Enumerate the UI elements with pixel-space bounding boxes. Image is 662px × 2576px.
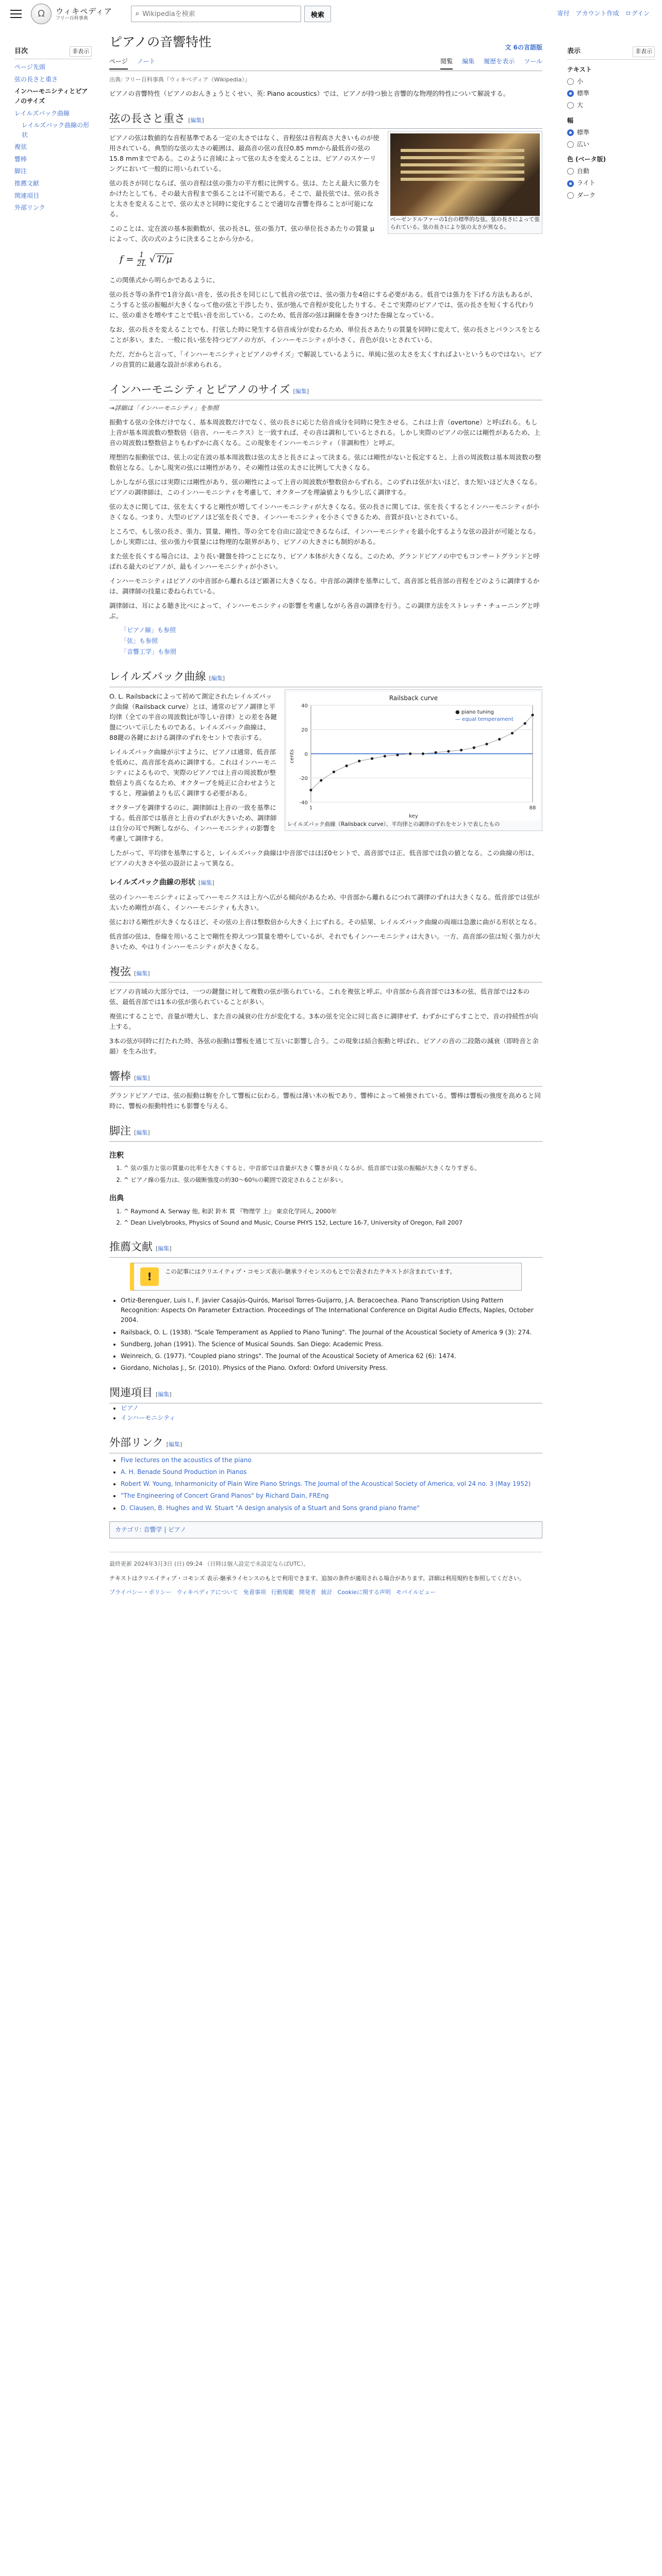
data-point (358, 759, 360, 762)
formula-fraction: $\frac{1}{2L}$ (137, 251, 146, 268)
radio-icon[interactable] (567, 141, 574, 148)
tab-tools[interactable]: ツール (524, 57, 542, 65)
related-list (109, 1403, 542, 1423)
data-point (333, 771, 335, 773)
edit-link[interactable]: 編集 (136, 970, 148, 977)
color-option[interactable] (567, 166, 655, 176)
edit-link[interactable]: 編集 (158, 1245, 170, 1252)
paragraph: また弦を長くする場合には、より長い鍵盤を持つことになり、ピアノ本体が大きくなる。このため、グランドピアノの中でもコンサートグランドと呼ばれる最大のピアノが、最もインハーモニシティが小さい。 (109, 552, 540, 570)
formula-sqrt: √ T/μ (150, 252, 174, 267)
x-tick-label: 1 (309, 805, 313, 811)
license-notice (130, 1263, 522, 1291)
literature-item (121, 1328, 542, 1337)
radio-icon[interactable] (567, 180, 574, 187)
see-also-acoustics[interactable]: 「音響工学」も参照 (121, 648, 177, 656)
paragraph: 弦における剛性が大きくなるほど、その弦の上音は整数倍から大きく上にずれる。その結果、レイルズバック曲線の両端は急激に曲がる形状となる。 (109, 918, 541, 926)
y-tick-label: 0 (304, 751, 308, 757)
tab-read[interactable]: 閲覧 (440, 57, 453, 70)
main-content (109, 28, 542, 1597)
option-label: 標準 (577, 128, 590, 136)
wikipedia-logo[interactable] (31, 4, 112, 24)
donate-link[interactable]: 寄付 (557, 10, 570, 18)
option-label: ライト (577, 179, 595, 187)
toc-hide-button[interactable]: 非表示 (70, 46, 92, 57)
section-heading-railsback: レイルズバック曲線 [編集] (109, 668, 542, 687)
paragraph: ピアノの弦は数値的な音程基準である一定の太さではなく、音程弦は音程高さ大きいものが使用されている。典型的な弦の太さの範囲は、最高音の弦の直径0.85 mmから最低音の弦の15.8 mmまでである。このように音域によって弦の太さを変えることは、ピアノのスケーリングにおいて一般的に用いられている。 (109, 134, 379, 173)
color-option[interactable] (567, 178, 655, 188)
chart-title: Railsback curve (389, 694, 438, 702)
tab-page[interactable]: ページ (109, 57, 128, 70)
y-tick-label: -40 (299, 800, 308, 806)
data-point (511, 732, 514, 734)
formula-lhs: f = (120, 253, 134, 265)
footer-link[interactable]: ウィキペディアについて (176, 1588, 238, 1596)
section-heading-recommended: 推薦文献 [編集] (109, 1239, 542, 1258)
paragraph: オクターブを調律するのに、調律師は上音の一致を基準にする。低音部では基音と上音のずれが大きいため、調律師は自分の耳で判断しながら、インハーモニシティの影響を考慮して調律する。 (109, 803, 277, 842)
paragraph: しかしながら弦には実際には剛性があり、弦の剛性によって上音の周波数が整数倍からずれる。このずれは弦が太いほど、また短いほど大きくなる。ピアノの調律師は、このインハーモニシティを考慮して、オクターブを理論値よりも少し広く調律する。 (109, 478, 541, 496)
data-point (524, 722, 526, 725)
data-point (422, 752, 424, 755)
y-tick-label: 40 (301, 703, 308, 709)
width-option[interactable] (567, 140, 655, 149)
notes-list (109, 1163, 542, 1184)
data-point (447, 750, 450, 753)
option-label: 広い (577, 140, 590, 148)
paragraph: したがって、平均律を基準にすると、レイルズバック曲線は中音部ではほぼ0セントで、高音部では正、低音部では負の値となる。この曲線の形は、ピアノの大きさや弦の設計によって異なる。 (109, 849, 538, 867)
external-link-item (121, 1467, 542, 1477)
main-menu-icon[interactable] (10, 10, 22, 18)
data-point (435, 751, 437, 754)
paragraph: 理想的な振動弦では、弦上の定在波の基本周波数は弦の太さと長さによって決まる。弦には剛性がないと仮定すると、上音の周波数は基本周波数の整数倍となる。しかし現実の弦には剛性があり、その剛性は弦の太さに比例して大きくなる。 (109, 453, 541, 471)
paragraph: グランドピアノでは、弦の振動は駒を介して響板に伝わる。響板は薄い木の板であり、響棒によって補強されている。響棒は響板の強度を高めると同時に、響板の振動特性にも影響を与える。 (109, 1092, 541, 1110)
related-item-text[interactable]: ピアノ (121, 1404, 139, 1412)
option-label: 標準 (577, 90, 590, 97)
data-point (460, 749, 462, 751)
tab-edit[interactable]: 編集 (462, 57, 475, 65)
section-heading-ribs: 響棒 [編集] (109, 1068, 542, 1087)
literature-item (121, 1296, 542, 1326)
literature-item (121, 1340, 542, 1349)
piano-strings-image[interactable] (390, 133, 540, 216)
option-label: 自動 (577, 167, 590, 175)
legend-entry: — equal temperament (455, 716, 514, 722)
notes-subheading: 注釈 (109, 1151, 124, 1160)
data-point (409, 752, 411, 755)
data-point (485, 743, 488, 745)
frequency-formula (120, 251, 542, 268)
section-heading-related: 関連項目 [編集] (109, 1384, 542, 1403)
paragraph: 弦の長さが同じならば、弦の音程は弦の張力の平方根に比例する。弦は、たとえ最大に張力をかけたとしても、その最大音程まで張ることは不可能である。そこで、最長弦では、弦の長さと太さを変えることで、弦の太さと同時に変化することで適切な音響を得ることが可能になる。 (109, 179, 380, 218)
last-modified: 最終更新 2024年3月3日 (日) 09:24 （日時は個人設定で未設定ならばUTC）。 (109, 1552, 542, 1569)
toc-item[interactable]: レイルズバック曲線 (14, 109, 70, 117)
related-item (121, 1403, 542, 1413)
option-label: 大 (577, 101, 584, 109)
search-button[interactable]: 検索 (304, 6, 331, 22)
notice-text: この記事にはクリエイティブ・コモンズ表示-継承ライセンスのもとで公表されたテキストが含まれています。 (165, 1268, 456, 1276)
paragraph: ピアノの音域の大部分では、一つの鍵盤に対して複数の弦が張られている。これを複弦と呼ぶ。中音部から高音部では3本の弦、低音部では2本の弦、最低音部では1本の弦が張られていることが多い。 (109, 987, 530, 1006)
text-option[interactable] (567, 100, 655, 110)
footer-link[interactable]: モバイルビュー (396, 1588, 436, 1596)
railsback-chart[interactable] (287, 692, 540, 821)
chart-caption: レイルズバック曲線（Railsback curve）、平均律との調律のずれをセントで表したもの (287, 821, 500, 827)
edit-link[interactable]: 編集 (168, 1441, 180, 1448)
intro-paragraph: ピアノの音響特性（ピアノのおんきょうとくせい、英: Piano acoustics）では、ピアノが持つ独と音響的な物理的特性について解説する。 (109, 89, 510, 97)
external-link-item-text[interactable]: "The Engineering of Concert Grand Pianos" by Richard Dain, FREng (121, 1492, 329, 1500)
note-item-text: ^ ピアノ線の張力は、弦の破断強度の約30～60％の範囲で設定されることが多い。 (124, 1176, 347, 1183)
width-label: 幅 (567, 116, 574, 124)
reference-item (124, 1207, 542, 1216)
toc-item[interactable]: ページ先頭 (14, 63, 45, 71)
edit-link[interactable]: 編集 (295, 387, 307, 395)
paragraph: 3本の弦が同時に打たれた時、各弦の振動は響板を通じて互いに影響し合う。この現象は結合振動と呼ばれ、ピアノの音の二段階の減衰（即時音と余韻）を生み出す。 (109, 1037, 539, 1055)
hatnote: →詳細は「インハーモニシティ」を参照 (109, 404, 219, 412)
related-item-text[interactable]: インハーモニシティ (121, 1414, 176, 1422)
literature-item-text: Ortiz-Berenguer, Luis I., F. Javier Casajús-Quirós, Marisol Torres-Guijarro, J.A. Beracoechea. Piano Transcription Using Pattern Recognition: Aspects On Parameter Extraction. Proceedings of The International Conference on Digital Audio Effects, Naples, October 2004. (121, 1297, 534, 1324)
tab-talk[interactable]: ノート (137, 57, 156, 65)
radio-icon[interactable] (567, 102, 574, 109)
search-box (131, 6, 301, 22)
external-link-item (121, 1491, 542, 1501)
page-title-text: ピアノの音響特性 (109, 35, 212, 49)
x-axis-label: key (409, 813, 418, 819)
literature-item (121, 1351, 542, 1361)
appearance-hide-button[interactable]: 非表示 (633, 46, 655, 57)
references-subheading: 出典 (109, 1194, 124, 1203)
toc-item[interactable]: 複弦 (14, 143, 27, 151)
paragraph: 振動する弦の全体だけでなく、基本周波数だけでなく、弦の長さに応じた倍音成分を同時に発生させる。これは上音（overtone）と呼ばれる。もし上音が基本周波数の整数倍（倍音、ハーモニクス）と一致すれば、その音は調和しているとされる。しかし実際のピアノの弦には剛性があるため、上音の周波数は整数倍よりもわずかに高くなる。この現象をインハーモニシティ（非調和性）と呼ぶ。 (109, 418, 540, 447)
data-point (384, 755, 386, 757)
footer-link[interactable]: Cookieに関する声明 (337, 1588, 391, 1596)
section-heading-notes: 脚注 [編集] (109, 1123, 542, 1142)
radio-icon[interactable] (567, 168, 574, 175)
footer-link[interactable]: 統計 (321, 1588, 333, 1596)
toc-item[interactable]: 響棒 (14, 155, 27, 163)
table-of-contents (14, 46, 92, 215)
paragraph: レイルズバック曲線が示すように、ピアノは通常、低音部を低めに、高音部を高めに調律する。これはインハーモニシティによるもので、実際のピアノでは上音の周波数が整数倍より高くなるため、オクターブを純正に合わせようとすると、理論値よりも広く調律する必要がある。 (109, 748, 277, 797)
radio-icon[interactable] (567, 90, 574, 97)
text-option[interactable] (567, 89, 655, 98)
paragraph: 弦の太さに関しては、弦を太くすると剛性が増してインハーモニシティが大きくなる。弦の長さに関しては、弦を長くするとインハーモニシティが小さくなる。つまり、大型のピアノほど弦を長くでき、インハーモニシティを小さくできるため、音質が良いとされている。 (109, 502, 539, 521)
reference-item-text: ^ Dean Livelybrooks, Physics of Sound and Music, Course PHYS 152, Lecture 16-7, University of Oregon, Fall 2007 (124, 1219, 463, 1227)
section-heading-curve-shape: レイルズバック曲線の形状 [編集] (109, 878, 214, 887)
appearance-title: 表示 (567, 47, 581, 55)
x-tick-label: 88 (529, 805, 536, 811)
data-point (396, 754, 399, 756)
create-account-link[interactable]: アカウント作成 (575, 10, 619, 18)
external-link-item (121, 1503, 542, 1513)
text-option[interactable] (567, 77, 655, 87)
data-point (309, 789, 312, 791)
paragraph: この関係式から明らかであるように、 (109, 276, 219, 284)
header (0, 0, 662, 28)
edit-link[interactable]: 編集 (136, 1129, 148, 1137)
y-tick-label: -20 (299, 775, 308, 782)
width-option[interactable] (567, 128, 655, 138)
appearance-panel (567, 46, 655, 202)
category-links[interactable]: カテゴリ: 音響学 | ピアノ (115, 1526, 187, 1533)
page-tabs (109, 56, 542, 71)
option-label: ダーク (577, 191, 596, 199)
toc-item[interactable]: 弦の長さと重さ (14, 75, 58, 83)
paragraph: インハーモニシティはピアノの中音部から離れるほど顕著に大きくなる。中音部の調律を基準にして、高音部と低音部の音程をどのように調律するかは、調律師の技量に委ねられている。 (109, 577, 540, 595)
search-icon: ⌕ (135, 9, 140, 18)
reference-item-text: ^ Raymond A. Serway 他, 和訳 鈴木 貫 『物理学 上』 東京化学同人, 2000年 (124, 1207, 337, 1215)
data-point (473, 747, 475, 749)
data-point (345, 765, 348, 767)
toc-item[interactable]: 脚注 (14, 167, 27, 175)
search-input[interactable] (142, 10, 271, 18)
literature-item (121, 1363, 542, 1373)
edit-link[interactable]: 編集 (136, 1074, 148, 1081)
literature-item-text: Weinreich, G. (1977). "Coupled piano strings". The Journal of the Acoustical Society of America 62 (6): 1474. (121, 1352, 456, 1360)
see-also-piano-wire[interactable]: 「ピアノ線」も参照 (121, 626, 176, 634)
data-point (531, 714, 534, 716)
radio-icon[interactable] (567, 192, 574, 199)
category-box (109, 1521, 542, 1538)
edit-link[interactable]: 編集 (201, 879, 212, 886)
data-point (371, 757, 373, 760)
y-tick-label: 20 (301, 727, 308, 733)
text-size-label: テキスト (567, 65, 592, 73)
footer-link[interactable]: 行動規範 (271, 1588, 294, 1596)
see-also-string[interactable]: 「弦」も参照 (121, 637, 158, 645)
data-point (498, 738, 501, 740)
literature-item-text: Giordano, Nicholas J., Sr. (2010). Physics of the Piano. Oxford: Oxford University Press. (121, 1364, 388, 1372)
note-item-text: ^ 弦の張力と弦の質量の比率を大きくすると、中音部では音量が大きく響きが良くなるが、低音部では弦の振幅が大きくなりすぎる。 (124, 1164, 481, 1172)
toc-item[interactable]: レイルズバック曲線の形状 (22, 122, 90, 139)
toc-item[interactable]: インハーモニシティとピアノのサイズ (14, 88, 88, 105)
logo-subtitle: フリー百科事典 (56, 15, 88, 21)
toc-item[interactable]: 推薦文献 (14, 180, 40, 188)
page-title (109, 34, 542, 53)
railsback-figure (285, 689, 542, 831)
external-link-item-text[interactable]: A. H. Benade Sound Production in Pianos (121, 1468, 247, 1476)
edit-link[interactable]: 編集 (211, 675, 223, 682)
paragraph: 複弦にすることで、音量が増大し、また音の減衰の仕方が変化する。3本の弦を完全に同じ高さに調律せず、わずかにずらすことで、音の持続性が向上する。 (109, 1012, 538, 1030)
note-item (124, 1163, 542, 1173)
section-heading-inharmonicity: インハーモニシティとピアノのサイズ [編集] (109, 381, 542, 400)
paragraph: 弦のインハーモニシティによってハーモニクスは上方へ広がる傾向があるため、中音部から離れるにつれて調律のずれは大きくなる。低音部では弦が太いため剛性が高く、インハーモニシティも大きい。 (109, 893, 540, 912)
paragraph: 低音部の弦は、巻線を用いることで剛性を抑えつつ質量を増やしているが、それでもインハーモニシティは大きい。一方、高音部の弦は短く張力が大きいため、やはりインハーモニシティが大きくなる。 (109, 933, 540, 951)
edit-link[interactable]: 編集 (158, 1391, 170, 1398)
option-label: 小 (577, 77, 584, 85)
section-heading-multiple-strings: 複弦 [編集] (109, 963, 542, 982)
references-list (109, 1207, 542, 1228)
section-heading-string-length: 弦の長さと重さ [編集] (109, 110, 542, 129)
string-photo-figure (388, 131, 542, 233)
color-label: 色 (ベータ版) (567, 156, 606, 163)
login-link[interactable]: ログイン (625, 10, 650, 18)
external-links-list (109, 1455, 542, 1513)
figure-caption: ベーゼンドルファーの1台の標準的な弦。弦の長さによって張られている。弦の長さにより弦の太さが異なる。 (390, 216, 540, 230)
data-point (320, 779, 322, 782)
paragraph: 弦の長さ等の条件で1音分高い音を、弦の長さを同じにして低音の弦では、弦の張力を4倍にする必要がある。低音では張力を下げる方法もあるが、こうすると弦の振幅が大きくなって他の弦と干渉したり、弦が弛んで音程が変化したりする。そこで実際のピアノでは、弦の長さを短くする代わりに、弦の重さを増やすことで低い音を出している。このため、低音部の弦は銅線を巻きつけた巻線となっている。 (109, 290, 537, 319)
edit-link[interactable]: 編集 (190, 116, 202, 124)
footer-link[interactable]: プライバシー・ポリシー (109, 1588, 172, 1596)
toc-title: 目次 (14, 47, 28, 55)
footer-links (109, 1588, 542, 1597)
source-note: 出典: フリー百科事典『ウィキペディア（Wikipedia）』 (109, 76, 251, 83)
literature-item-text: Sundberg, Johan (1991). The Science of Musical Sounds. San Diego: Academic Press. (121, 1340, 384, 1348)
logo-title: ウィキペディア (56, 6, 112, 16)
globe-icon: Ω (31, 4, 52, 24)
external-link-item (121, 1479, 542, 1489)
y-axis-label: cents (289, 749, 295, 764)
external-link-item-text[interactable]: Robert W. Young, Inharmonicity of Plain Wire Piano Strings. The Journal of the Acoustical Society of America, vol 24 no. 3 (May 1952) (121, 1480, 531, 1488)
legend-entry: ● piano tuning (455, 709, 494, 715)
license-text: テキストはクリエイティブ・コモンズ 表示-継承ライセンスのもとで利用できます。追加の条件が適用される場合があります。詳細は利用規約を参照してください。 (109, 1574, 525, 1582)
literature-list (109, 1296, 542, 1373)
related-item (121, 1413, 542, 1423)
color-option[interactable] (567, 191, 655, 200)
paragraph: ただ、だからと言って、「インハーモニシティとピアノのサイズ」で解説しているように、単純に弦の太さを太くすればよいというものではない。ピアノの音質的に最適な設計が求められる。 (109, 350, 542, 368)
radio-icon[interactable] (567, 129, 574, 136)
tab-history[interactable]: 履歴を表示 (484, 57, 515, 65)
footer-link[interactable]: 免責事項 (243, 1588, 266, 1596)
toc-item[interactable]: 外部リンク (14, 204, 45, 212)
note-item (124, 1175, 542, 1184)
section-heading-external: 外部リンク [編集] (109, 1434, 542, 1453)
reference-item (124, 1218, 542, 1227)
paragraph: このことは、定在波の基本振動数が、弦の長さL、弦の張力T、弦の単位長さあたりの質量 μ によって、次の式のように決まることから分かる。 (109, 225, 375, 243)
footer-link[interactable]: 開発者 (299, 1588, 316, 1596)
toc-item[interactable]: 関連項目 (14, 192, 40, 199)
language-button[interactable]: 文 6の言語版 (505, 43, 542, 51)
radio-icon[interactable] (567, 78, 574, 85)
external-link-item-text[interactable]: Five lectures on the acoustics of the piano (121, 1456, 252, 1464)
notice-icon: ! (140, 1267, 159, 1286)
literature-item-text: Railsback, O. L. (1938). "Scale Temperament as Applied to Piano Tuning". The Journal of the Acoustical Society of America 9 (3): 274. (121, 1328, 532, 1336)
paragraph: O. L. Railsbackによって初めて測定されたレイルズバック曲線（Railsback curve）とは、通常のピアノ調律と平均律（全ての半音の周波数比が等しい音律）との差を各鍵盤について示したものである。レイルズバック曲線は、88鍵の各鍵における調律のずれをセントで表示する。 (109, 692, 277, 741)
paragraph: ところで、もし弦の長さ、張力、質量、剛性、等の全てを自由に設定できるならば、インハーモニシティを最小化するような弦の設計が可能となる。しかし実際には、弦の張力や質量には物理的な限界があり、ピアノの大きさにも制約がある。 (109, 527, 540, 546)
paragraph: 調律師は、耳による聴き比べによって、インハーモニシティの影響を考慮しながら各音の調律を行う。この調律方法をストレッチ・チューニングと呼ぶ。 (109, 601, 540, 620)
external-link-item (121, 1455, 542, 1465)
external-link-item-text[interactable]: D. Clausen, B. Hughes and W. Stuart "A design analysis of a Stuart and Sons grand piano frame" (121, 1504, 420, 1512)
paragraph: なお、弦の長さを変えることでも、打弦した時に発生する倍音成分が変わるため、単位長さあたりの質量を同時に変えて、弦の長さとバランスをとることが多い。また、一般に長い弦を持つピアノの方が、インハーモニシティが小さく、音色が良いとされている。 (109, 325, 541, 344)
